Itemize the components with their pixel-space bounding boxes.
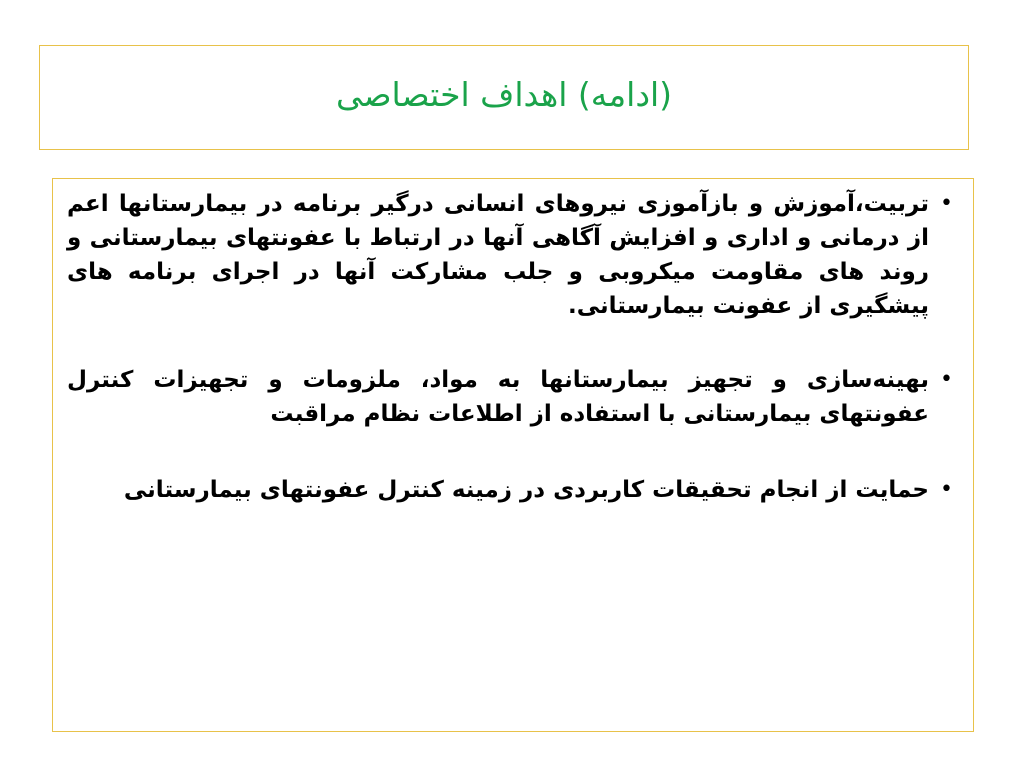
title-placeholder[interactable] [39,45,969,150]
bullet-item [67,363,953,431]
content-placeholder[interactable] [52,178,974,732]
bullet-item [67,473,953,507]
bullet-text: بهینه‌سازی و تجهیز بیمارستانها به مواد، ملزومات و تجهیزات کنترل عفونتهای بیمارستانی با استفاده از اطلاعات نظام مراقبت [67,367,929,427]
bullet-text: حمایت از انجام تحقیقات کاربردی در زمینه کنترل عفونتهای بیمارستانی [123,477,929,503]
bullet-item [67,187,953,323]
bullet-marker: • [940,367,953,392]
bullet-marker: • [940,477,953,502]
bullet-marker: • [940,191,953,216]
slide-title: (ادامه) اهداف اختصاصی [335,75,673,114]
bullet-text: تربیت،آموزش و بازآموزی نیروهای انسانی درگیر برنامه در بیمارستانها اعم از درمانی و اداری و افزایش آگاهی آنها در ارتباط با عفونتهای بیمارستانی و روند های مقاومت میکروبی و جلب مشارکت آنها در اجرای برنامه های پیشگیری از عفونت بیمارستانی. [67,191,929,319]
bullet-list [67,187,953,507]
